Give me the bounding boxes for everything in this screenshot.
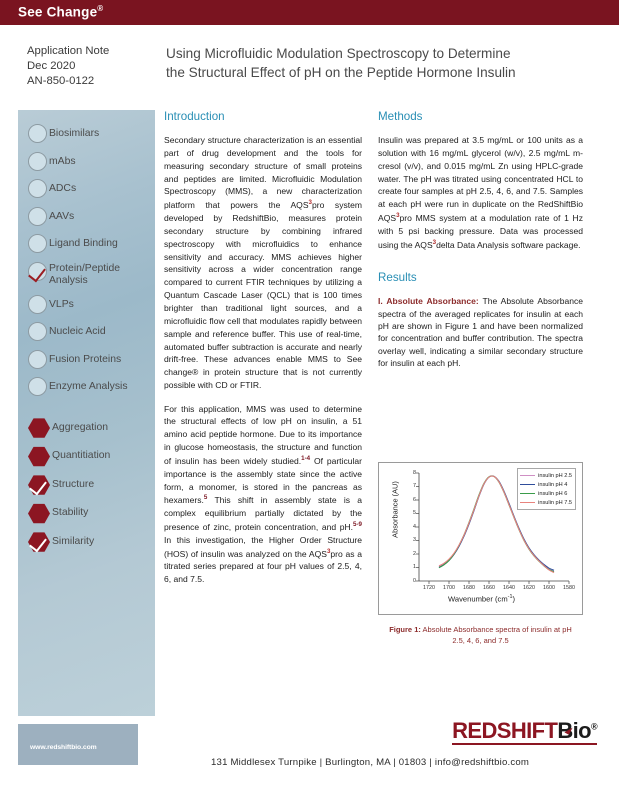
sidebar-item-label: Stability <box>52 507 89 519</box>
x-tick-label: 1620 <box>523 585 535 591</box>
meta-doc-number: AN-850-0122 <box>27 74 95 87</box>
legend-entry <box>520 498 572 507</box>
introduction-paragraph-2 <box>164 403 362 586</box>
logo-underline <box>452 743 597 745</box>
methods-part-b: pro MMS system at a modulation rate of 1 Hz with 5 psi backing pressure. Data was processed using the AQS <box>378 213 583 250</box>
intro-p2-part-a: For this application, MMS was used to determine the structural effects of low pH on insulin, a 51 amino acid peptide hormone. Due to its importance in glucose homeostasis, the structure and function of insulin has been widely studied. <box>164 403 362 466</box>
sidebar-item-adcs[interactable] <box>28 179 158 199</box>
sidebar-item-aavs[interactable] <box>28 207 158 227</box>
legend-swatch-ph-2-5 <box>520 475 535 477</box>
x-tick-label: 1640 <box>503 585 515 591</box>
intro-p2-part-b: Of particular importance is the assembly state since the active form, a monomer, is stored in the pancreas as hexamers. <box>164 455 362 506</box>
circle-unchecked-icon <box>28 322 47 341</box>
legend-entry <box>520 489 572 498</box>
logo-bio-text: Bio <box>557 718 591 743</box>
logo-wordmark <box>452 720 597 742</box>
intro-p1-part-a: Secondary structure characterization is an essential part of drug development and the tools for measuring secondary structure of small proteins and peptides are limited. Microfluidic Modulation Spectroscopy (MMS), a new characterization platform that powers the AQS <box>164 135 362 211</box>
sidebar-item-aggregation[interactable] <box>28 418 158 439</box>
hexagon-unchecked-icon <box>28 503 50 524</box>
y-tick-label: 7 <box>413 483 416 489</box>
y-tick-label: 4 <box>413 523 416 530</box>
x-tick-label: 1700 <box>443 585 455 591</box>
intro-p2-part-e: pro as a titrated series prepared at four pH values of 2.5, 4, 6, and 7.5. <box>164 548 362 585</box>
y-tick-label: 2 <box>413 550 416 557</box>
x-tick-label: 1680 <box>463 585 475 591</box>
chart-legend <box>517 468 576 510</box>
superscript-3: 3 <box>396 212 400 220</box>
intro-p2-part-c: This shift in assembly state is a complex equilibrium partially dictated by the presence of zinc, protein concentration, and pH. <box>164 495 362 532</box>
y-tick-label: 0 <box>413 577 416 584</box>
circle-unchecked-icon <box>28 152 47 171</box>
methods-part-a: Insulin was prepared at 3.5 mg/mL or 100 units as a solution with 16 mg/mL glycerol (w/v), 2.5 mg/mL m-cresol (v/v), and 0.015 mg/mL Zn using HPLC-grade water. The pH was titrated using concentrated HCL to create four samples at pH 2.5, 4, 6, and 7.5. Samples at each pH were run in duplicate on the RedShiftBio AQS <box>378 135 583 223</box>
circle-unchecked-icon <box>28 179 47 198</box>
page-title-line-2: the Structural Effect of pH on the Peptide Hormone Insulin <box>166 65 516 81</box>
figure-1 <box>378 462 583 647</box>
introduction-column <box>164 110 362 596</box>
footer-address: 131 Middlesex Turnpike | Burlington, MA | 01803 | info@redshiftbio.com <box>211 757 530 768</box>
superscript-3: 3 <box>432 238 437 246</box>
circle-checked-icon <box>28 262 47 281</box>
y-axis-ticks <box>416 473 419 581</box>
sidebar-item-label: Fusion Proteins <box>49 353 122 365</box>
sidebar-item-label: Aggregation <box>52 421 109 433</box>
sidebar-item-vlps[interactable] <box>28 295 158 315</box>
results-body-text: The Absolute Absorbance spectra of the averaged replicates for insulin at each pH are shown in Figure 1 and have been normalized for concentration and buffer contribution. The spectra overlay well, indicating a similar secondary structure for insulin at each pH. <box>378 296 583 368</box>
legend-swatch-ph-4 <box>520 484 535 486</box>
sidebar-item-label: Structure <box>52 478 95 490</box>
document-meta <box>27 44 109 89</box>
x-axis-label-text: Wavenumber (cm <box>448 594 508 604</box>
legend-swatch-ph-7-5 <box>520 502 535 504</box>
sidebar-item-label: Similarity <box>52 535 95 547</box>
circle-unchecked-icon <box>28 124 47 143</box>
chart-x-axis-label <box>379 594 584 604</box>
registered-mark: ® <box>97 4 104 13</box>
x-tick-label: 1580 <box>563 585 575 591</box>
sidebar-item-stability[interactable] <box>28 503 158 524</box>
application-sidebar <box>18 110 155 716</box>
sidebar-item-label: Enzyme Analysis <box>49 381 128 393</box>
sidebar-item-nucleic-acid[interactable] <box>28 322 158 342</box>
legend-label: insulin pH 4 <box>538 481 568 488</box>
sidebar-item-label: AAVs <box>49 210 75 222</box>
hexagon-unchecked-icon <box>28 418 50 439</box>
sidebar-item-biosimilars[interactable] <box>28 124 158 144</box>
hexagon-unchecked-icon <box>28 446 50 467</box>
methods-results-column <box>378 110 583 380</box>
page-title-line-1: Using Microfluidic Modulation Spectroscopy to Determine <box>166 46 511 61</box>
absorbance-chart <box>378 462 583 615</box>
intro-p1-part-b: pro system developed by RedshiftBio, measures protein secondary structure by combining infrared spectroscopy with microfluidics to enhance sensitivity and accuracy. MMS achieves higher sensitivity across a wider concentration range compared to current FTIR techniques by utilizing a Quantum Cascade Laser (QCL) that is 100 times brighter than traditional light sources, and a microfluidic flow cell that modulates rapidly between sample and reference buffer. This use of real-time, automated buffer subtraction is accurate and nearly drift-free. These advances enable MMS to See change® in protein structure that is not currently possible with CD or FTIR. <box>164 200 363 391</box>
results-lead-in: I. Absolute Absorbance: <box>378 296 479 307</box>
see-change-text: See Change <box>18 4 98 20</box>
x-tick-label: 1600 <box>543 585 555 591</box>
sidebar-item-label: Nucleic Acid <box>49 326 106 338</box>
page-title <box>166 44 596 83</box>
x-axis-ticks <box>429 581 569 584</box>
x-tick-label: 1720 <box>423 585 435 591</box>
y-tick-label: 5 <box>413 510 416 516</box>
methods-part-c: delta Data Analysis software package. <box>436 239 581 250</box>
figure-caption-text: Absolute Absorbance spectra of insulin at pH 2.5, 4, 6, and 7.5 <box>420 625 572 646</box>
circle-unchecked-icon <box>28 295 47 314</box>
sidebar-item-quantitiation[interactable] <box>28 446 158 467</box>
methods-paragraph <box>378 134 583 251</box>
hexagon-checked-icon <box>28 475 50 496</box>
sidebar-list <box>28 124 158 560</box>
circle-unchecked-icon <box>28 350 47 369</box>
sidebar-item-label: Biosimilars <box>49 128 100 139</box>
figure-caption <box>378 624 583 647</box>
sidebar-item-label: Protein/Peptide Analysis <box>49 262 121 286</box>
figure-caption-label: Figure 1: <box>389 625 421 634</box>
y-tick-label: 6 <box>413 496 416 503</box>
sidebar-item-label: Ligand Binding <box>49 238 118 249</box>
y-tick-label: 8 <box>413 469 416 476</box>
citation-5: 5 <box>203 494 208 502</box>
sidebar-item-ligand-binding[interactable] <box>28 234 158 254</box>
legend-entry <box>520 480 572 489</box>
sidebar-item-structure[interactable] <box>28 475 158 496</box>
section-heading-results: Results <box>378 271 417 285</box>
y-tick-label: 1 <box>413 564 416 570</box>
legend-label: insulin pH 6 <box>538 490 568 497</box>
x-axis-label-close: ) <box>512 594 515 604</box>
sidebar-item-label: ADCs <box>49 183 77 194</box>
legend-label: insulin pH 2.5 <box>538 472 572 479</box>
legend-entry <box>520 471 572 480</box>
sidebar-item-protein-peptide-analysis[interactable] <box>28 262 158 288</box>
intro-p2-part-d: In this investigation, the Higher Order Structure (HOS) of insulin was analyzed on the AQS <box>164 534 362 559</box>
logo-redshift-text: REDSHIFT <box>452 718 558 743</box>
sidebar-divider-space <box>28 405 158 418</box>
redshiftbio-logo <box>452 720 597 745</box>
sidebar-item-similarity[interactable] <box>28 532 158 553</box>
citation-1-4: 1-4 <box>301 454 311 462</box>
top-banner <box>0 0 619 25</box>
chart-y-axis-label: Absorbance (AU) <box>390 481 400 538</box>
results-paragraph <box>378 295 583 369</box>
sidebar-item-label: mAbs <box>49 155 76 167</box>
hexagon-checked-icon <box>28 532 50 553</box>
superscript-3: 3 <box>308 199 312 207</box>
x-tick-label: 1660 <box>483 585 495 591</box>
sidebar-item-fusion-proteins[interactable] <box>28 350 158 370</box>
x-axis-label-exponent: -1 <box>507 594 513 600</box>
see-change-brand <box>18 4 103 20</box>
meta-date: Dec 2020 <box>27 59 76 72</box>
meta-doc-type: Application Note <box>27 45 110 57</box>
sidebar-item-label: VLPs <box>49 298 74 310</box>
legend-swatch-ph-6 <box>520 493 535 495</box>
section-heading-methods: Methods <box>378 110 423 123</box>
circle-unchecked-icon <box>28 234 47 253</box>
section-heading-introduction: Introduction <box>164 110 225 123</box>
y-tick-label: 3 <box>413 537 416 543</box>
sidebar-item-label: Quantitiation <box>52 450 111 462</box>
superscript-3: 3 <box>326 547 331 555</box>
sidebar-item-enzyme-analysis[interactable] <box>28 377 158 397</box>
citation-5-9: 5-9 <box>353 520 362 528</box>
circle-unchecked-icon <box>28 207 47 226</box>
introduction-paragraph-1 <box>164 134 362 392</box>
logo-registered-mark: ® <box>590 721 597 732</box>
sidebar-item-mabs[interactable] <box>28 152 158 172</box>
legend-label: insulin pH 7.5 <box>538 499 572 506</box>
circle-unchecked-icon <box>28 377 47 396</box>
footer-website-link[interactable]: www.redshiftbio.com <box>30 744 97 751</box>
